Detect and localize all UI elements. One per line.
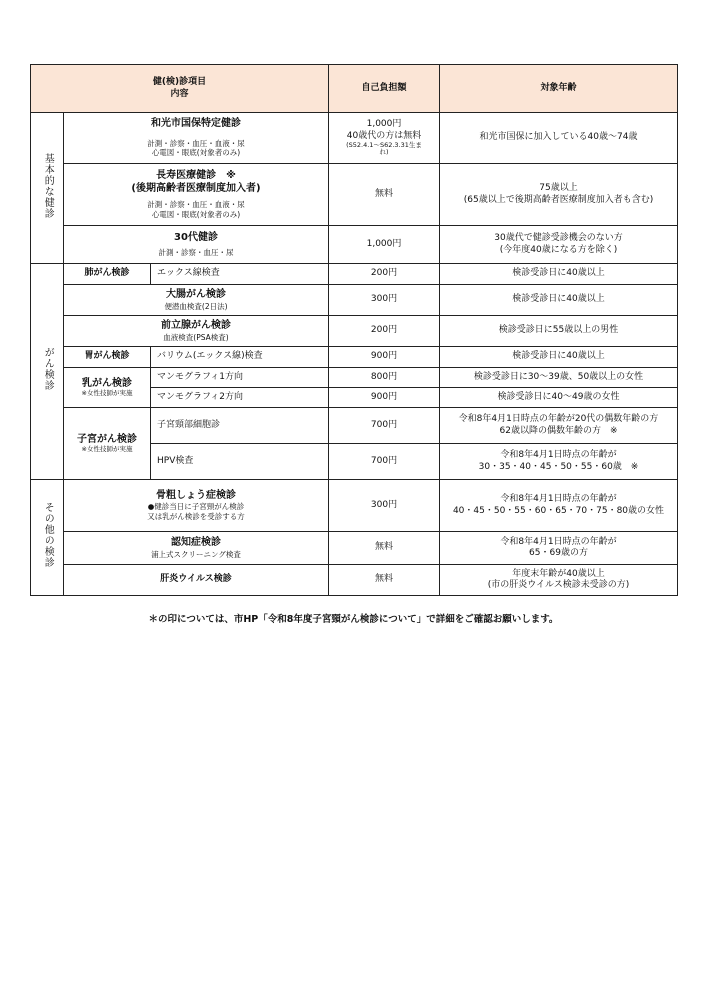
colon-detail: 便潜血検査(2日法) [164, 301, 228, 311]
category-other-label: その他の検診 [42, 502, 54, 569]
table-row [31, 532, 678, 565]
cervical-name: 子宮がん検診 [77, 433, 137, 445]
kokuho-item [64, 113, 329, 164]
cervical-age2b: 30・35・40・45・50・55・60歳 ※ [478, 461, 639, 472]
category-cancer [31, 264, 64, 480]
cervical-fee1: 700円 [329, 408, 440, 444]
dementia-name: 認知症検診 [171, 537, 221, 549]
prostate-detail: 血液検査(PSA検査) [163, 332, 229, 342]
prostate-age: 検診受診日に55歳以上の男性 [440, 316, 678, 347]
choju-fee: 無料 [329, 164, 440, 226]
kokuho-fee [329, 113, 440, 164]
bone-detail1: ●健診当日に子宮頸がん検診 [147, 502, 245, 512]
lung-method: エックス線検査 [151, 264, 329, 285]
dementia-age1: 令和8年4月1日時点の年齢が [500, 536, 617, 547]
cervical-item [64, 408, 151, 480]
breast-age2: 検診受診日に40～49歳の女性 [440, 388, 678, 408]
hepatitis-age [440, 565, 678, 596]
thirties-age1: 30歳代で健診受診機会のない方 [494, 233, 623, 244]
bone-item [64, 480, 329, 532]
lung-age: 検診受診日に40歳以上 [440, 264, 678, 285]
stomach-age: 検診受診日に40歳以上 [440, 347, 678, 368]
cervical-method1: 子宮頸部細胞診 [151, 408, 329, 444]
cervical-method2: HPV検査 [151, 444, 329, 480]
kokuho-fee2: 40歳代の方は無料 [346, 130, 422, 141]
choju-age2: (65歳以上で後期高齢者医療制度加入者も含む) [463, 194, 654, 205]
category-cancer-label: がん検診 [42, 347, 54, 392]
table-row [31, 113, 678, 164]
hepatitis-fee: 無料 [329, 565, 440, 596]
checkup-table [30, 64, 678, 596]
table-row [31, 565, 678, 596]
choju-name2: (後期高齢者医療制度加入者) [131, 182, 261, 194]
category-basic-label: 基本的な健診 [42, 152, 54, 219]
lung-name: 肺がん検診 [64, 264, 151, 285]
kokuho-name: 和光市国保特定健診 [151, 118, 241, 130]
kokuho-detail1: 計測・診察・血圧・血液・尿 [147, 138, 245, 148]
header-item-line1: 健(検)診項目 [152, 77, 207, 88]
table-row [31, 164, 678, 226]
thirties-age [440, 226, 678, 264]
header-item [31, 65, 329, 113]
table-header [31, 65, 678, 113]
breast-method2: マンモグラフィ2方向 [151, 388, 329, 408]
breast-name: 乳がん検診 [82, 377, 132, 389]
breast-note: ※女性技師が実施 [81, 389, 133, 398]
table-row [31, 347, 678, 368]
colon-name: 大腸がん検診 [166, 289, 226, 301]
cervical-fee2: 700円 [329, 444, 440, 480]
choju-age [440, 164, 678, 226]
colon-item [64, 285, 329, 316]
dementia-fee: 無料 [329, 532, 440, 565]
lung-fee: 200円 [329, 264, 440, 285]
cervical-age2 [440, 444, 678, 480]
breast-fee2: 900円 [329, 388, 440, 408]
choju-name: 長寿医療健診 ※ [156, 170, 236, 182]
cervical-age1 [440, 408, 678, 444]
choju-age1: 75歳以上 [539, 183, 578, 194]
choju-detail1: 計測・診察・血圧・血液・尿 [147, 200, 245, 210]
bone-age2: 40・45・50・55・60・65・70・75・80歳の女性 [452, 505, 665, 516]
breast-item [64, 368, 151, 408]
hepatitis-age2: (市の肝炎ウイルス検診未受診の方) [487, 580, 630, 590]
cervical-age2a: 令和8年4月1日時点の年齢が [500, 450, 617, 461]
dementia-detail: 浦上式スクリーニング検査 [151, 549, 241, 559]
header-fee: 自己負担額 [329, 65, 440, 113]
table-row [31, 316, 678, 347]
prostate-fee: 200円 [329, 316, 440, 347]
bone-age [440, 480, 678, 532]
stomach-fee: 900円 [329, 347, 440, 368]
category-other [31, 480, 64, 596]
kokuho-fee4: れ) [379, 148, 389, 157]
breast-method1: マンモグラフィ1方向 [151, 368, 329, 388]
cervical-age1a: 令和8年4月1日時点の年齢が20代の偶数年齢の方 [458, 414, 659, 425]
thirties-age2: (今年度40歳になる方を除く) [499, 244, 618, 255]
table-row [31, 226, 678, 264]
bone-name: 骨粗しょう症検診 [156, 489, 236, 501]
hepatitis-age1: 年度末年齢が40歳以上 [512, 568, 605, 579]
footnote: ＊の印については、市HP「令和8年度子宮頸がん検診について」で詳細をご確認お願いします。 [148, 614, 559, 625]
bone-age1: 令和8年4月1日時点の年齢が [500, 494, 617, 505]
colon-fee: 300円 [329, 285, 440, 316]
colon-age: 検診受診日に40歳以上 [440, 285, 678, 316]
table-row [31, 264, 678, 285]
breast-fee1: 800円 [329, 368, 440, 388]
category-basic [31, 113, 64, 264]
kokuho-fee3: (S52.4.1～S62.3.31生ま [346, 140, 422, 149]
thirties-name: 30代健診 [174, 231, 218, 243]
kokuho-age: 和光市国保に加入している40歳～74歳 [440, 113, 678, 164]
stomach-method: バリウム(エックス線)検査 [151, 347, 329, 368]
prostate-name: 前立腺がん検診 [161, 320, 231, 332]
cervical-age1b: 62歳以降の偶数年齢の方 ※ [499, 425, 618, 436]
kokuho-fee1: 1,000円 [366, 119, 402, 130]
dementia-age2: 65・69歳の方 [529, 548, 588, 558]
choju-item [64, 164, 329, 226]
bone-detail2: 又は乳がん検診を受診する方 [147, 511, 245, 521]
dementia-item [64, 532, 329, 565]
table-row [31, 368, 678, 388]
thirties-fee: 1,000円 [329, 226, 440, 264]
table-row [31, 480, 678, 532]
thirties-item [64, 226, 329, 264]
stomach-name: 胃がん検診 [64, 347, 151, 368]
table-row [31, 285, 678, 316]
prostate-item [64, 316, 329, 347]
cervical-note: ※女性技師が実施 [81, 445, 133, 454]
table-row [31, 408, 678, 444]
header-item-line2: 内容 [170, 88, 189, 99]
hepatitis-name: 肝炎ウイルス検診 [64, 565, 329, 596]
header-age: 対象年齢 [440, 65, 678, 113]
kokuho-detail2: 心電図・眼底(対象者のみ) [151, 148, 241, 158]
thirties-detail: 計測・診察・血圧・尿 [158, 248, 234, 258]
choju-detail2: 心電図・眼底(対象者のみ) [151, 209, 241, 219]
bone-fee: 300円 [329, 480, 440, 532]
dementia-age [440, 532, 678, 565]
breast-age1: 検診受診日に30～39歳、50歳以上の女性 [440, 368, 678, 388]
